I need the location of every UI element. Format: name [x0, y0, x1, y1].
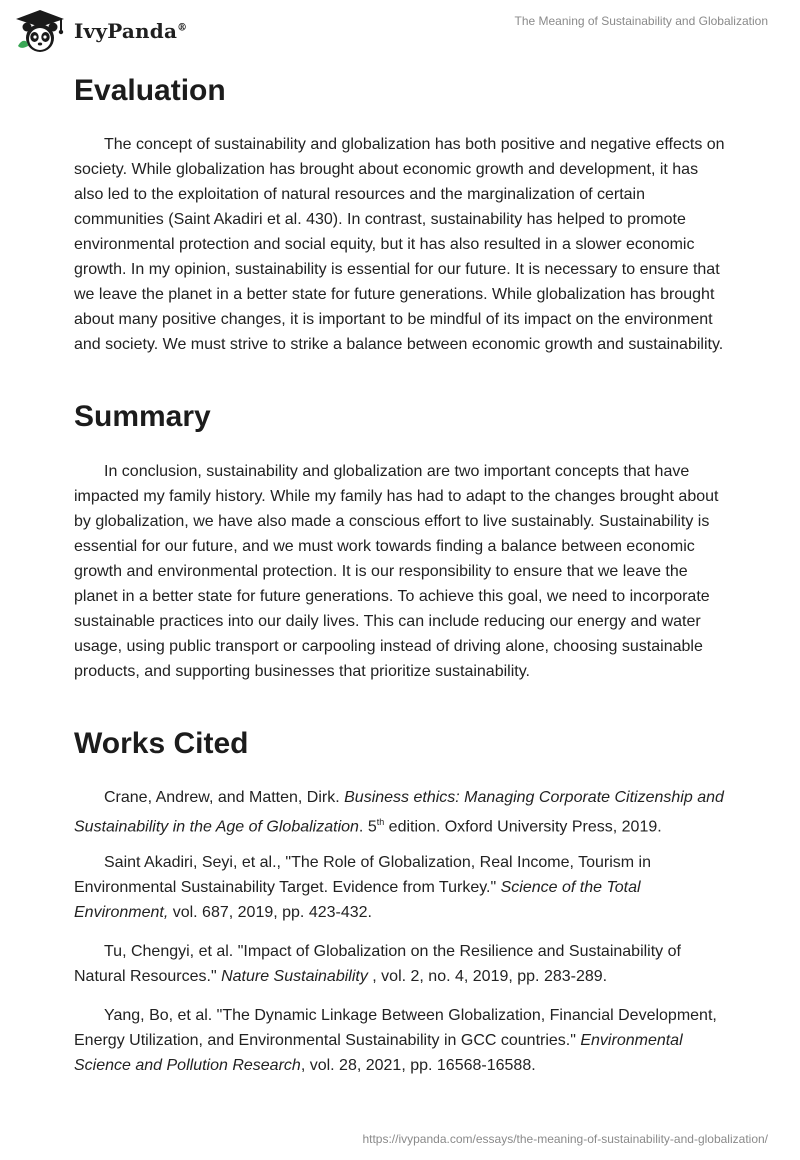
citation-item: Saint Akadiri, Seyi, et al., "The Role of Globalization, Real Income, Tourism in Environmental Sustainability Target. Evidence from Turkey." Science of the Total Environment, vol. 687, 2019, pp. 423-432. [74, 854, 651, 921]
brand-logo[interactable] [14, 8, 187, 54]
summary-heading: Summary [74, 400, 211, 433]
document-title: The Meaning of Sustainability and Globalization [514, 14, 768, 28]
citation-item: Yang, Bo, et al. "The Dynamic Linkage Between Globalization, Financial Development, Energy Utilization, and Environmental Sustainability in GCC countries." Environmental Science and Pollution Research, vol. 28, 2021, pp. 16568-16588. [74, 1007, 717, 1074]
summary-paragraph: In conclusion, sustainability and globalization are two important concepts that have impacted my family history. While my family has had to adapt to the changes brought about by globalization, we have also made a conscious effort to live sustainably. Sustainability is essential for our future, and we must work towards finding a balance between economic growth and environmental protection. It is our responsibility to ensure that we leave the planet in a better state for future generations. To achieve this goal, we need to incorporate sustainable practices into our daily lives. This can include reducing our energy and water usage, using public transport or carpooling instead of driving alone, choosing sustainable products, and supporting businesses that prioritize sustainability. [74, 463, 719, 680]
panda-logo-icon [14, 8, 66, 54]
page-header [0, 0, 800, 70]
evaluation-paragraph: The concept of sustainability and globalization has both positive and negative effects on society. While globalization has brought about economic growth and development, it has also led to the exploitation of natural resources and the marginalization of certain communities (Saint Akadiri et al. 430). In contrast, sustainability has helped to promote environmental protection and social equity, but it has also resulted in a slower economic growth. In my opinion, sustainability is essential for our future. It is necessary to ensure that we leave the planet in a better state for future generations. While globalization has brought about many positive changes, it is important to be mindful of its impact on the environment and society. We must strive to strike a balance between economic growth and sustainability. [74, 136, 725, 353]
source-url-link[interactable]: https://ivypanda.com/essays/the-meaning-of-sustainability-and-globalization/ [362, 1132, 768, 1146]
brand-name: IvyPanda® [74, 19, 188, 43]
works-cited-heading: Works Cited [74, 727, 249, 760]
evaluation-heading: Evaluation [74, 74, 226, 107]
citation-item: Crane, Andrew, and Matten, Dirk. Business ethics: Managing Corporate Citizenship and Sustainability in the Age of Globalization. 5th edition. Oxford University Press, 2019. [74, 789, 724, 836]
citation-item: Tu, Chengyi, et al. "Impact of Globalization on the Resilience and Sustainability of Natural Resources." Nature Sustainability , vol. 2, no. 4, 2019, pp. 283-289. [74, 943, 681, 985]
